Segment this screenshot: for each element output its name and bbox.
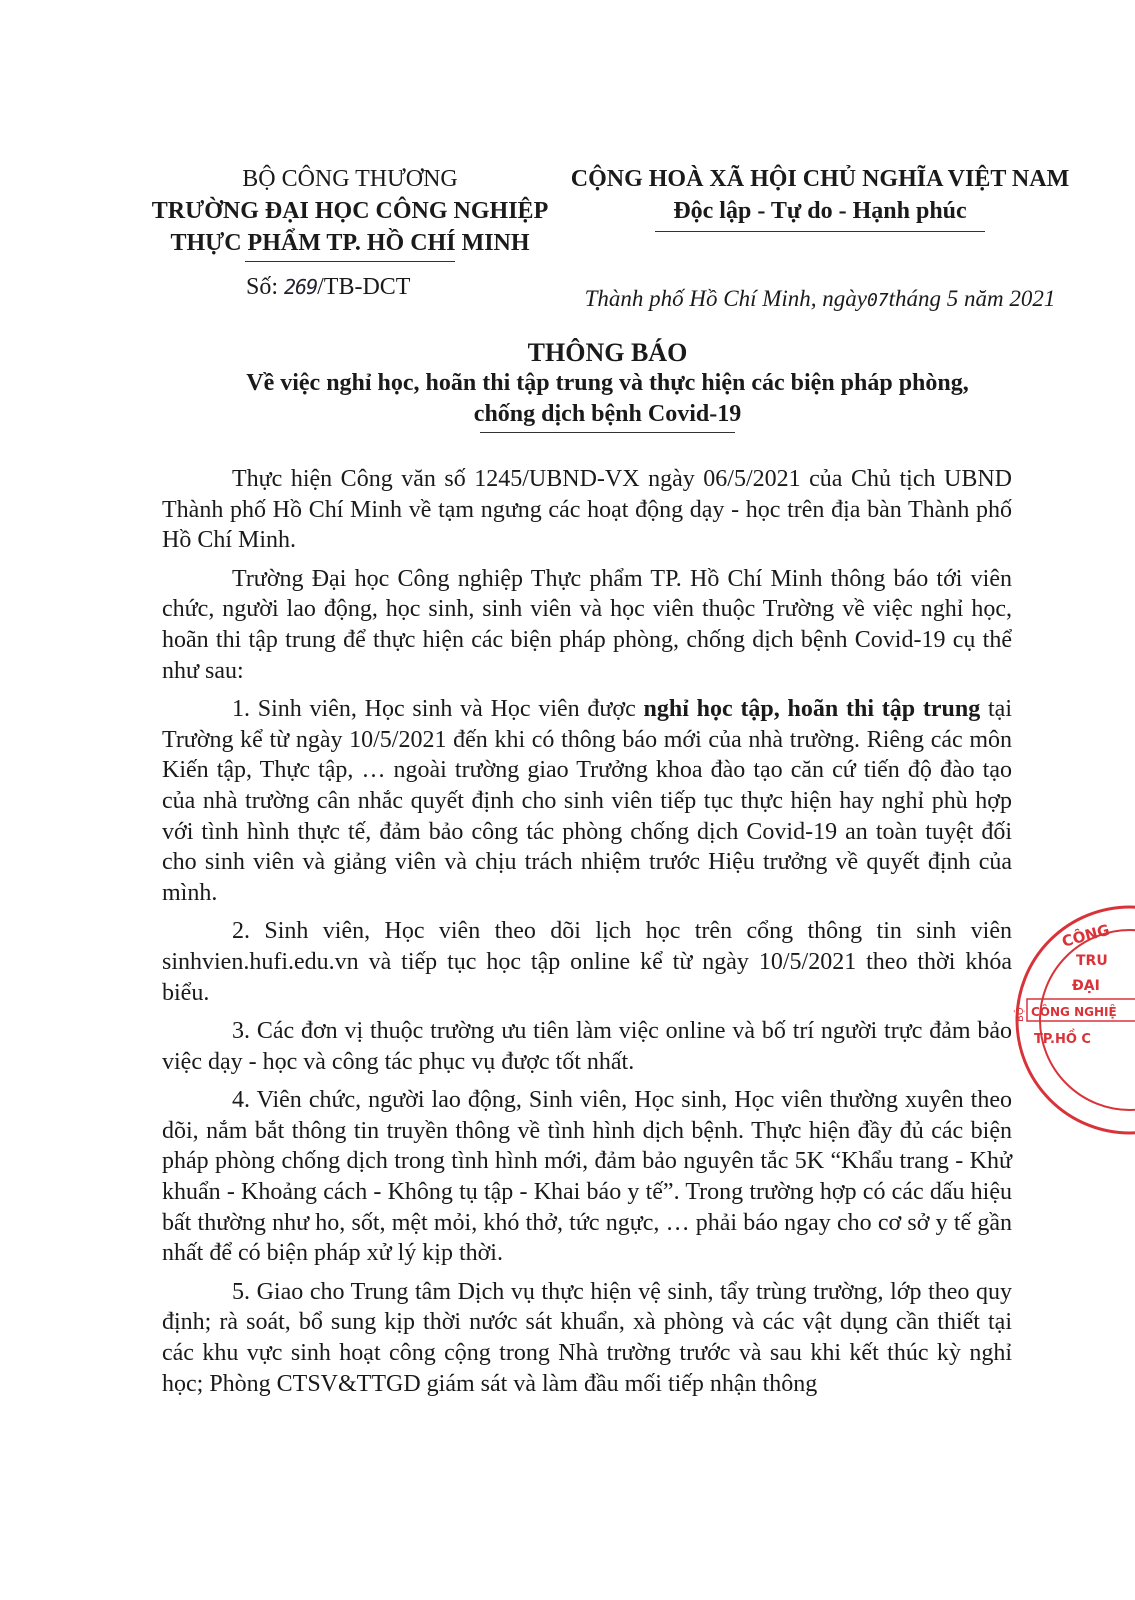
paragraph-item-5: 5. Giao cho Trung tâm Dịch vụ thực hiện vệ sinh, tẩy trùng trường, lớp theo quy định; rà soát, bổ sung kịp thời nước sát khuẩn, xà phòng và các vật dụng cần thiết tại các khu vực sinh hoạt công cộng trong Nhà trường trước và sau khi kết thúc kỳ nghỉ học; Phòng CTSV&TTGD giám sát và làm đầu mối tiếp nhận thông	[162, 1278, 1012, 1397]
issuer-underline	[245, 261, 455, 262]
ministry-name: BỘ CÔNG THƯƠNG	[242, 166, 458, 192]
document-title: THÔNG BÁO	[527, 338, 688, 367]
subtitle-line2: chống dịch bệnh Covid-19	[473, 401, 742, 427]
issue-date	[560, 286, 1080, 312]
issuer-header	[140, 163, 560, 262]
stamp-text-line2: ĐẠI	[1072, 978, 1100, 994]
school-name-line2: THỰC PHẨM TP. HỒ CHÍ MINH	[170, 230, 530, 256]
doc-number-prefix: Số:	[246, 274, 279, 300]
item-1-start: 1. Sinh viên, Học sinh và Học viên được	[232, 696, 644, 723]
date-day-handwritten: 07	[866, 290, 889, 311]
item-1-end: tại Trường kể từ ngày 10/5/2021 đến khi có thông báo mới của nhà trường. Riêng các môn Kiến tập, Thực tập, … ngoài trường giao Trưởng khoa đào tạo căn cứ tiến độ đào tạo của nhà trường cân nhắc quyết định cho sinh viên tiếp tục thực hiện hay nghỉ phù hợp với tình hình thực tế, đảm bảo công tác phòng chống dịch Covid-19 an toàn tuyệt đối cho sinh viên và giảng viên và chịu trách nhiệm trước Hiệu trưởng về quyết định của mình.	[162, 696, 1012, 906]
paragraph-intro: Thực hiện Công văn số 1245/UBND-VX ngày 06/5/2021 của Chủ tịch UBND Thành phố Hồ Chí Minh về tạm ngưng các hoạt động dạy - học trên địa bàn Thành phố Hồ Chí Minh.	[162, 466, 1012, 554]
motto-underline	[655, 231, 985, 232]
stamp-text-top: CÔNG	[1059, 920, 1112, 951]
item-1-bold: nghỉ học tập, hoãn thi tập trung	[643, 696, 981, 723]
date-prefix: Thành phố Hồ Chí Minh, ngày	[584, 286, 867, 311]
stamp-text-line4: TP.HỒ C	[1034, 1032, 1091, 1047]
country-name: CỘNG HOÀ XÃ HỘI CHỦ NGHĨA VIỆT NAM	[570, 166, 1070, 192]
stamp-text-line3: CÔNG NGHIỆ	[1031, 1005, 1117, 1019]
paragraph-item-4: 4. Viên chức, người lao động, Sinh viên, Học sinh, Học viên thường xuyên theo dõi, nắm bắt thông tin truyền thông về tình hình dịch bệnh. Thực hiện đầy đủ các biện pháp phòng chống dịch trong tình hình mới, đảm bảo nguyên tắc 5K “Khẩu trang - Khử khuẩn - Khoảng cách - Không tụ tập - Khai báo y tế”. Trong trường hợp có các dấu hiệu bất thường như ho, sốt, mệt mỏi, khó thở, tức ngực, … phải báo ngay cho cơ sở y tế gần nhất để có biện pháp xử lý kịp thời.	[162, 1087, 1012, 1267]
stamp-text-line1: TRU	[1076, 953, 1108, 969]
paragraph-item-2: 2. Sinh viên, Học viên theo dõi lịch học trên cổng thông tin sinh viên sinhvien.hufi.edu.vn và tiếp tục học tập online kể từ ngày 10/5/2021 theo thời khóa biểu.	[162, 918, 1012, 1006]
document-body	[162, 464, 1012, 1407]
doc-number-suffix: /TB-DCT	[317, 274, 411, 300]
paragraph-item-1	[162, 694, 1012, 908]
document-subtitle	[60, 368, 1135, 430]
document-number	[246, 271, 410, 303]
paragraph-item-3: 3. Các đơn vị thuộc trường ưu tiên làm việc online và bố trí người trực đảm bảo việc dạy - học và công tác phục vụ được tốt nhất.	[162, 1018, 1012, 1075]
title-underline	[480, 432, 735, 433]
doc-number-handwritten: 269	[284, 275, 318, 299]
national-header	[565, 163, 1075, 232]
stamp-text-side: BỘ	[1015, 1007, 1026, 1022]
school-name-line1: TRƯỜNG ĐẠI HỌC CÔNG NGHIỆP	[151, 198, 549, 224]
red-seal-stamp	[1010, 900, 1135, 1140]
national-motto: Độc lập - Tự do - Hạnh phúc	[673, 198, 967, 224]
date-suffix: tháng 5 năm 2021	[888, 286, 1056, 311]
subtitle-line1: Về việc nghỉ học, hoãn thi tập trung và thực hiện các biện pháp phòng,	[246, 370, 969, 396]
paragraph-notice: Trường Đại học Công nghiệp Thực phẩm TP. Hồ Chí Minh thông báo tới viên chức, người lao động, học sinh, sinh viên và học viên thuộc Trường về việc nghỉ học, hoãn thi tập trung để thực hiện các biện pháp phòng, chống dịch bệnh Covid-19 cụ thể như sau:	[162, 565, 1012, 684]
